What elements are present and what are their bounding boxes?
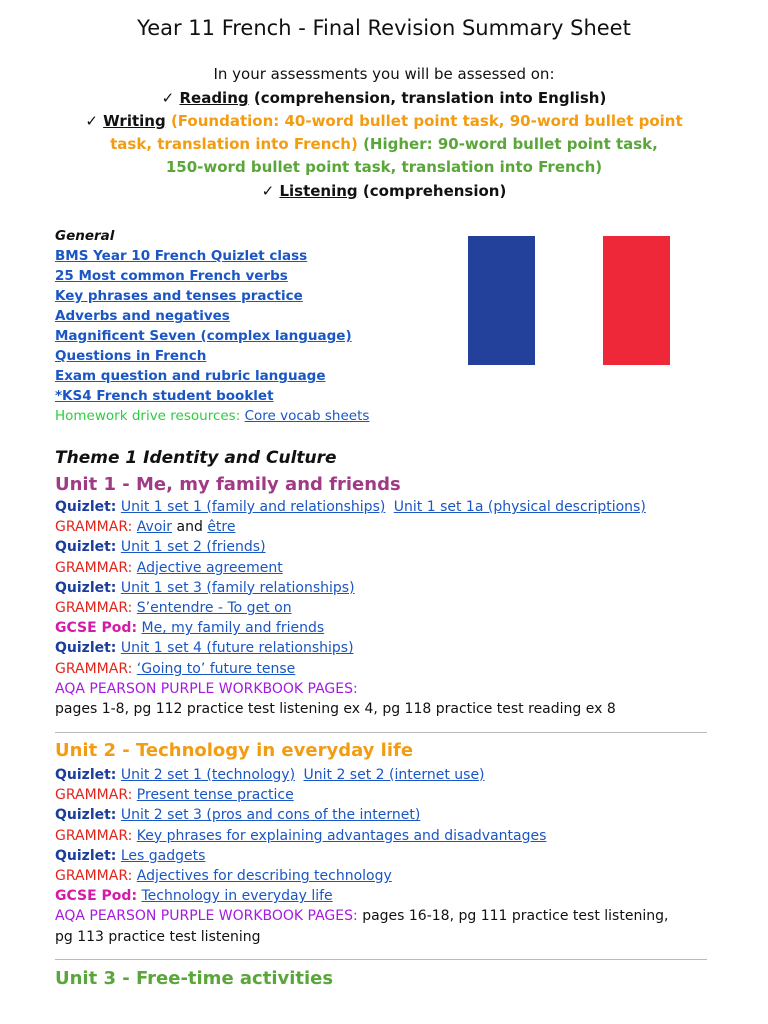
check-icon: ✓ [261, 182, 275, 200]
link-etre[interactable]: être [207, 519, 236, 536]
link-adjective-agreement[interactable]: Adjective agreement [136, 559, 283, 576]
unit2-pages: pages 16-18, pg 111 practice test listening, [362, 908, 669, 925]
reading-desc: (comprehension, translation into English) [253, 89, 607, 107]
theme-heading: Theme 1 Identity and Culture [55, 448, 337, 468]
quizlet-label: Quizlet: [55, 847, 117, 864]
link-questions-french[interactable]: Questions in French [55, 348, 207, 364]
divider [55, 959, 707, 960]
link-core-vocab[interactable]: Core vocab sheets [244, 408, 370, 424]
listening-line [0, 180, 768, 203]
grammar-label: GRAMMAR: [55, 787, 133, 804]
check-icon: ✓ [85, 112, 98, 130]
quizlet-label: Quizlet: [55, 640, 117, 657]
link-u2-set3[interactable]: Unit 2 set 3 (pros and cons of the internet) [120, 807, 421, 824]
unit1-pages: pages 1-8, pg 112 practice test listening ex 4, pg 118 practice test reading ex 8 [55, 701, 616, 718]
link-quizlet-class[interactable]: BMS Year 10 French Quizlet class [55, 248, 308, 264]
homework-label: Homework drive resources: [55, 408, 241, 424]
link-student-booklet[interactable]: *KS4 French student booklet [55, 388, 274, 404]
flag-red-stripe [603, 236, 670, 365]
french-flag-image [468, 236, 670, 365]
unit1-resources [55, 497, 646, 719]
divider [55, 732, 707, 733]
gcse-pod-label: GCSE Pod: [55, 888, 138, 905]
flag-blue-stripe [468, 236, 535, 365]
quizlet-label: Quizlet: [55, 807, 117, 824]
reading-label: Reading [179, 89, 249, 107]
aqa-label: AQA PEARSON PURPLE WORKBOOK PAGES: [55, 908, 358, 925]
link-common-verbs[interactable]: 25 Most common French verbs [55, 268, 288, 284]
link-exam-rubric[interactable]: Exam question and rubric language [55, 368, 326, 384]
unit3-title: Unit 3 - Free-time activities [55, 968, 334, 989]
writing-line-1 [0, 110, 768, 133]
general-section [55, 226, 369, 426]
link-u1-set1[interactable]: Unit 1 set 1 (family and relationships) [120, 499, 386, 515]
link-u1-set3[interactable]: Unit 1 set 3 (family relationships) [120, 579, 355, 596]
and-text: and [176, 519, 203, 536]
link-key-phrases[interactable]: Key phrases and tenses practice [55, 288, 303, 304]
grammar-label: GRAMMAR: [55, 559, 133, 576]
aqa-label: AQA PEARSON PURPLE WORKBOOK PAGES: [55, 680, 358, 697]
link-key-phrases-adv[interactable]: Key phrases for explaining advantages and disadvantages [136, 827, 547, 844]
unit2-title: Unit 2 - Technology in everyday life [55, 740, 414, 761]
link-u1-set4[interactable]: Unit 1 set 4 (future relationships) [120, 640, 354, 657]
link-u2-set2[interactable]: Unit 2 set 2 (internet use) [303, 767, 485, 783]
check-icon: ✓ [161, 89, 175, 107]
reading-line [0, 87, 768, 110]
link-pod-technology[interactable]: Technology in everyday life [141, 888, 333, 905]
quizlet-label: Quizlet: [55, 499, 117, 515]
quizlet-label: Quizlet: [55, 767, 117, 783]
general-heading: General [55, 228, 115, 244]
grammar-label: GRAMMAR: [55, 827, 133, 844]
page-title: Year 11 French - Final Revision Summary Sheet [137, 16, 631, 40]
link-present-tense[interactable]: Present tense practice [136, 787, 294, 804]
assessment-intro: In your assessments you will be assessed on: [213, 65, 555, 83]
writing-higher: (Higher: 90-word bullet point task, [363, 135, 658, 153]
unit2-pages-cont: pg 113 practice test listening [55, 928, 261, 945]
grammar-label: GRAMMAR: [55, 660, 133, 677]
writing-line-2 [0, 133, 768, 156]
link-u1-set1a[interactable]: Unit 1 set 1a (physical descriptions) [393, 499, 646, 515]
gcse-pod-label: GCSE Pod: [55, 620, 138, 637]
link-u2-set1[interactable]: Unit 2 set 1 (technology) [120, 767, 296, 783]
unit1-title: Unit 1 - Me, my family and friends [55, 474, 401, 495]
writing-label: Writing [103, 112, 166, 130]
listening-label: Listening [279, 182, 358, 200]
link-magnificent-seven[interactable]: Magnificent Seven (complex language) [55, 328, 352, 344]
link-u1-set2[interactable]: Unit 1 set 2 (friends) [120, 539, 266, 556]
grammar-label: GRAMMAR: [55, 519, 133, 536]
link-avoir[interactable]: Avoir [136, 519, 173, 536]
link-les-gadgets[interactable]: Les gadgets [120, 847, 206, 864]
link-adverbs-negatives[interactable]: Adverbs and negatives [55, 308, 230, 324]
writing-foundation: (Foundation: 40-word bullet point task, 90-word bullet point [170, 112, 683, 130]
listening-desc: (comprehension) [362, 182, 507, 200]
link-pod-family[interactable]: Me, my family and friends [141, 620, 325, 637]
writing-foundation-cont: task, translation into French) [110, 135, 358, 153]
writing-higher-cont: 150-word bullet point task, translation into French) [165, 158, 603, 176]
link-adjectives-tech[interactable]: Adjectives for describing technology [136, 868, 392, 885]
quizlet-label: Quizlet: [55, 579, 117, 596]
grammar-label: GRAMMAR: [55, 868, 133, 885]
link-sentendre[interactable]: S’entendre - To get on [136, 600, 292, 617]
grammar-label: GRAMMAR: [55, 600, 133, 617]
flag-white-stripe [535, 236, 602, 365]
link-future-tense[interactable]: ‘Going to’ future tense [136, 660, 296, 677]
unit2-resources [55, 765, 668, 947]
quizlet-label: Quizlet: [55, 539, 117, 556]
